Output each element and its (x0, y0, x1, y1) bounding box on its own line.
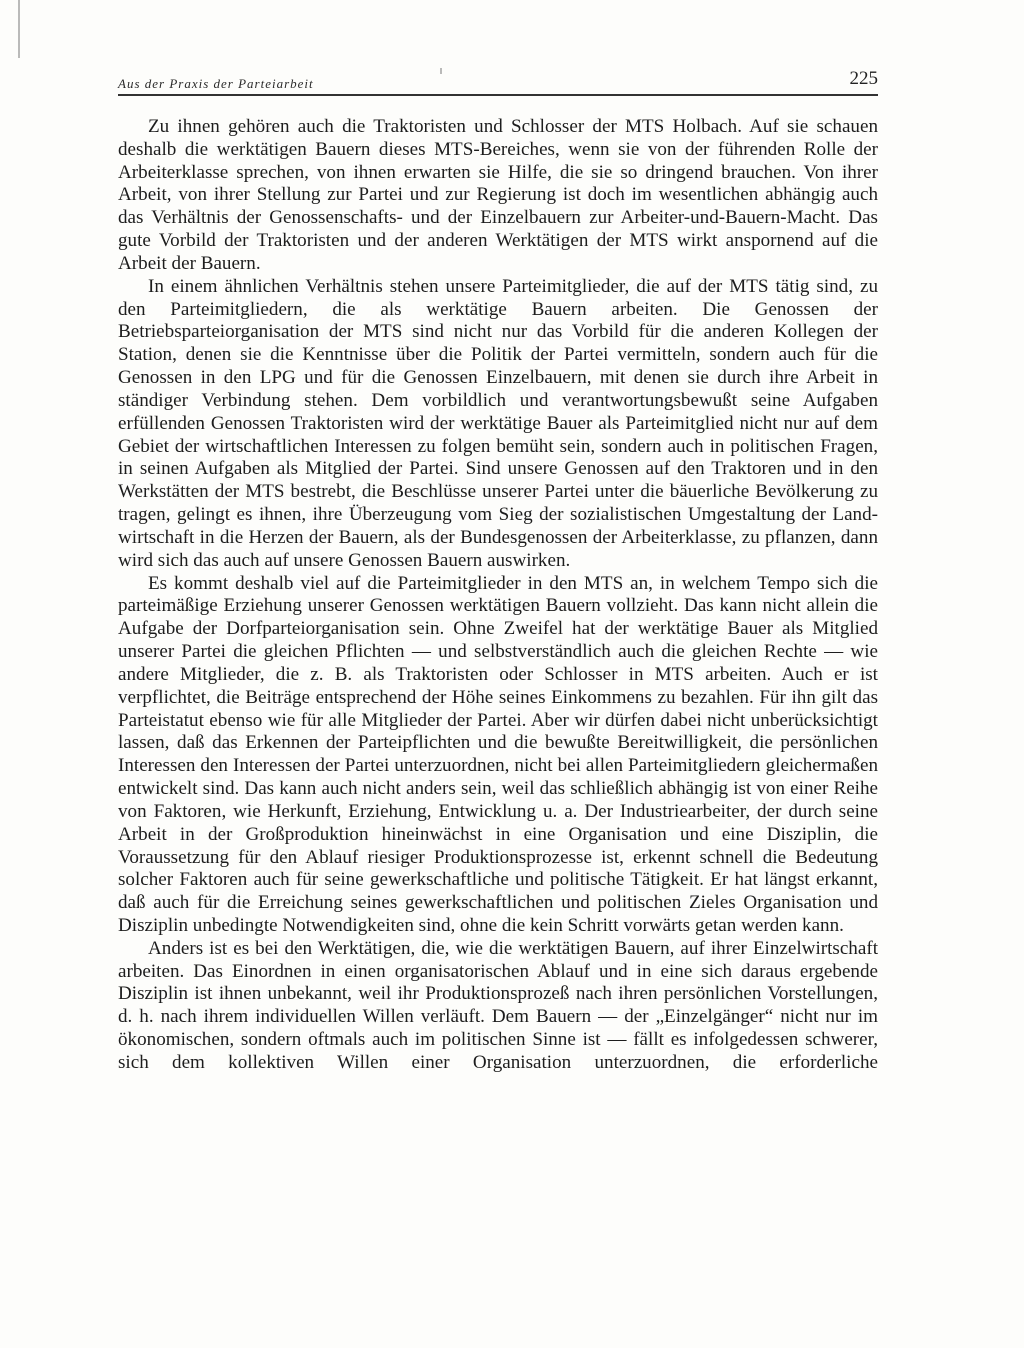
page-header (118, 66, 878, 96)
header-rule (118, 94, 878, 96)
paragraph-2: In einem ähnlichen Verhältnis stehen unsere Parteimitglieder, die auf der MTS tätig sind, zu den Parteimitgliedern, die als werktätige Bauern arbeiten. Die Genossen der Betriebsparteiorganisation der MTS sind nicht nur das Vorbild für die anderen Kollegen der Station, denen sie die Kenntnisse über die Politik der Partei vermitteln, sondern auch für die Genossen in den LPG und für die Genossen Einzelbauern, mit denen sie durch ihre Arbeit in ständiger Verbindung stehen. Dem vorbildlich und verantwortungsbewußt seine Aufgaben erfüllenden Genossen Traktoristen wird der werktätige Bauer als Parteimitglied nicht nur auf dem Gebiet der wirtschaftlichen Interessen zu folgen bemüht sein, sondern auch in politischen Fragen, in seinen Aufgaben als Mitglied der Partei. Sind unsere Genossen auf den Traktoren und in den Werkstätten der MTS bestrebt, die Beschlüsse unserer Partei unter die bäuerliche Bevölkerung zu tragen, gelingt es ihnen, ihre Überzeugung vom Sieg der sozialistischen Umgestaltung der Landwirtschaft in die Herzen der Bauern, als der Bundesgenossen der Arbeiterklasse, zu pflanzen, dann wird sich das auch auf unsere Genossen Bauern auswirken. (118, 275, 878, 571)
paragraph-4: Anders ist es bei den Werktätigen, die, wie die werktätigen Bauern, auf ihrer Einzelwirtschaft arbeiten. Das Einordnen in einen organisatorischen Ablauf und in eine sich daraus ergebende Disziplin ist ihnen unbekannt, weil ihr Produktionsprozeß nach ihren persönlichen Vorstellungen, d. h. nach ihrem individuellen Willen verläuft. Dem Bauern — der „Einzelgänger“ nicht nur im ökonomischen, sondern oftmals auch im politischen Sinne ist — fällt es infolgedessen schwerer, sich dem kollektiven Willen einer Organisation unterzuordnen, die erforderliche (118, 937, 878, 1073)
paragraph-1: Zu ihnen gehören auch die Traktoristen und Schlosser der MTS Holbach. Auf sie schauen deshalb die werktätigen Bauern dieses MTS-Bereiches, wenn sie von der führenden Rolle der Arbeiterklasse sprechen, von ihnen erwarten sie Hilfe, die sie so dringend brauchen. Von ihrer Arbeit, von ihrer Stellung zur Partei und zur Regierung ist doch im wesentlichen abhängig auch das Verhältnis der Genossenschafts- und der Einzelbauern zur Arbeiter-und-Bauern-Macht. Das gute Vorbild der Traktoristen und der anderen Werktätigen der MTS wirkt anspornend auf die Arbeit der Bauern. (118, 116, 878, 274)
scan-edge-mark (18, 0, 20, 58)
running-title: Aus der Praxis der Parteiarbeit (118, 76, 314, 91)
body-text (118, 116, 878, 1075)
paragraph-3: Es kommt deshalb viel auf die Parteimitglieder in den MTS an, in welchem Tempo sich die parteimäßige Erziehung unserer Genossen werktätigen Bauern vollzieht. Das kann nicht allein die Aufgabe der Dorfparteiorganisation sein. Ohne Zweifel hat der werktätige Bauer als Mitglied unserer Partei die gleichen Pflichten — und selbstverständlich auch die gleichen Rechte — wie andere Mitglieder, die z. B. als Traktoristen oder Schlosser in MTS arbeiten. Auch er ist verpflichtet, die Beiträge entsprechend der Höhe seines Einkommens zu bezahlen. Für ihn gilt das Parteistatut ebenso wie für alle Mitglieder der Partei. Aber wir dürfen dabei nicht unberücksichtigt lassen, daß das Erkennen der Parteipflichten und die bewußte Bereitwilligkeit, die persönlichen Interessen den Interessen der Partei unterzuordnen, nicht bei allen Parteimitgliedern gleichermaßen entwickelt sind. Das kann auch nicht anders sein, weil das schließlich abhängig ist von einer Reihe von Faktoren, wie Herkunft, Erziehung, Entwicklung u. a. Der Industriearbeiter, der durch seine Arbeit in der Großproduktion hineinwächst in eine Organisation und eine Disziplin, die Voraussetzung für den Ablauf riesiger Produktionsprozesse ist, erkennt schnell die Bedeutung solcher Faktoren auch für seine gewerkschaftliche und politische Tätigkeit. Er hat längst erkannt, daß auch für die Erreichung seines gewerkschaftlichen und politischen Zieles Organisation und Disziplin unbedingte Notwendigkeiten sind, ohne die kein Schritt vorwärts getan werden kann. (118, 572, 878, 936)
page-number: 225 (849, 68, 878, 89)
